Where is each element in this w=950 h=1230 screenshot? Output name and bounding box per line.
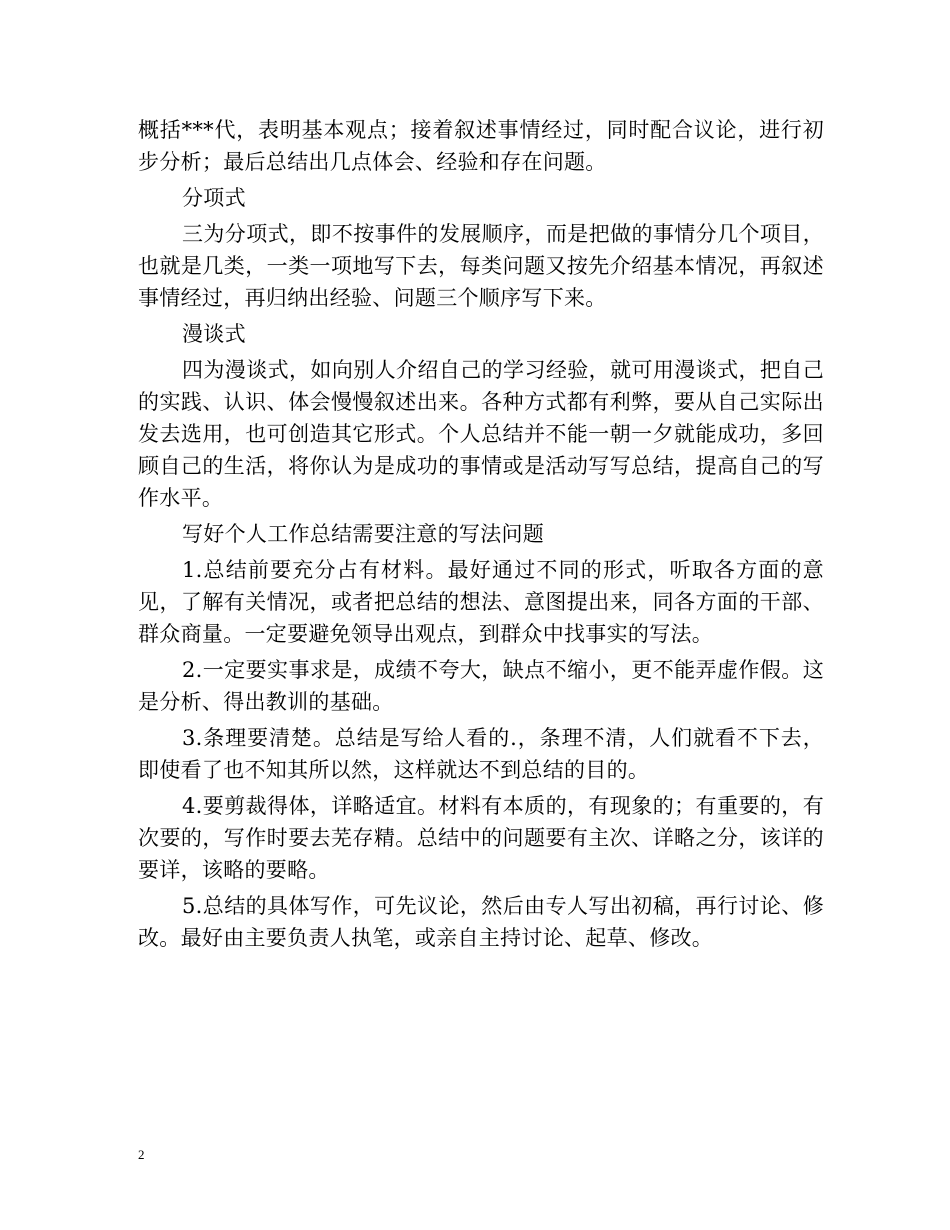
paragraph-note-2: 2.一定要实事求是，成绩不夸大，缺点不缩小，更不能弄虚作假。这是分析、得出教训的基础。 [138,658,824,714]
heading-itemized-style: 分项式 [182,186,246,210]
paragraph-note-1: 1.总结前要充分占有材料。最好通过不同的形式，听取各方面的意见，了解有关情况，或者把总结的想法、意图提出来，同各方面的干部、群众商量。一定要避免领导出观点，到群众中找事实的写法。 [138,558,824,646]
paragraph-note-5: 5.总结的具体写作，可先议论，然后由专人写出初稿，再行讨论、修改。最好由主要负责人执笔，或亲自主持讨论、起草、修改。 [138,894,824,950]
paragraph-informal-style: 四为漫谈式，如向别人介绍自己的学习经验，就可用漫谈式，把自己的实践、认识、体会慢慢叙述出来。各种方式都有利弊，要从自己实际出发去选用，也可创造其它形式。个人总结并不能一朝一夕就能成功，多回顾自己的生活，将你认为是成功的事情或是活动写写总结，提高自己的写作水平。 [138,358,824,510]
page-number: 2 [138,1147,145,1162]
paragraph-note-4: 4.要剪裁得体，详略适宜。材料有本质的，有现象的；有重要的，有次要的，写作时要去芜存精。总结中的问题要有主次、详略之分，该详的要详，该略的要略。 [138,794,824,882]
document-body [138,114,824,958]
heading-writing-notes: 写好个人工作总结需要注意的写法问题 [182,522,545,546]
paragraph-note-3: 3.条理要清楚。总结是写给人看的.，条理不清，人们就看不下去，即使看了也不知其所以然，这样就达不到总结的目的。 [138,726,824,782]
paragraph-itemized-style: 三为分项式，即不按事件的发展顺序，而是把做的事情分几个项目，也就是几类，一类一项地写下去，每类问题又按先介绍基本情况，再叙述事情经过，再归纳出经验、问题三个顺序写下来。 [138,222,824,310]
heading-informal-style: 漫谈式 [182,322,246,346]
paragraph-intro-continuation: 概括***代，表明基本观点；接着叙述事情经过，同时配合议论，进行初步分析；最后总结出几点体会、经验和存在问题。 [138,118,824,174]
